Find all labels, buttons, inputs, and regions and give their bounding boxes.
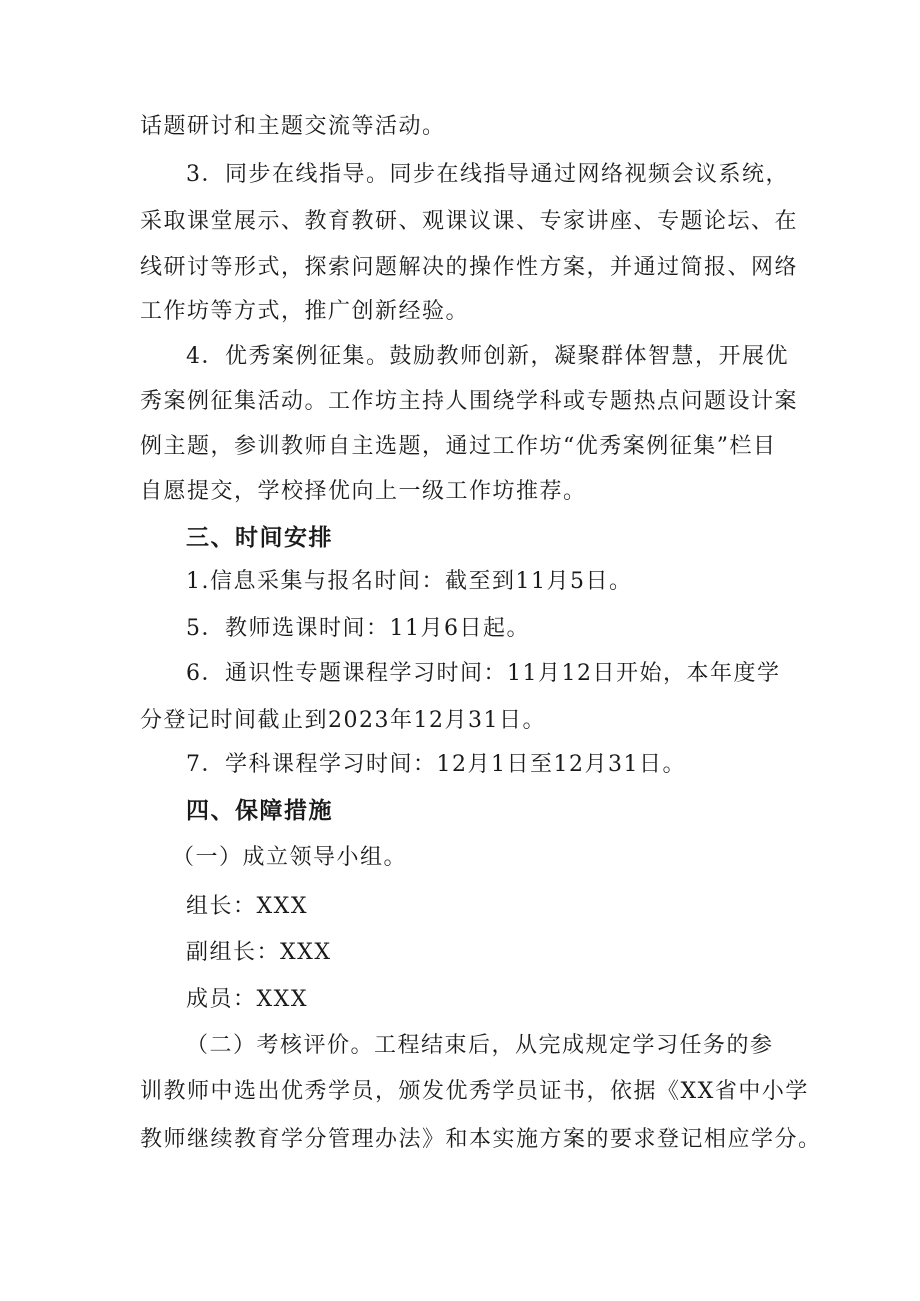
member-line: 成员：XXX bbox=[186, 987, 308, 1012]
paragraph-line: 工作坊等方式，推广创新经验。 bbox=[140, 299, 470, 324]
paragraph-line: 教师继续教育学分管理办法》和本实施方案的要求登记相应学分。 bbox=[140, 1127, 822, 1152]
paragraph-line: 秀案例征集活动。工作坊主持人围绕学科或专题热点问题设计案 bbox=[140, 389, 799, 414]
leader-line: 组长：XXX bbox=[186, 894, 308, 919]
paragraph-line: 线研讨等形式，探索问题解决的操作性方案，并通过简报、网络 bbox=[140, 255, 799, 280]
paragraph-line: 采取课堂展示、教育教研、观课议课、专家讲座、专题论坛、在 bbox=[140, 209, 799, 234]
section-heading: 三、时间安排 bbox=[186, 525, 333, 551]
schedule-item: 1.信息采集与报名时间：截至到11月5日。 bbox=[186, 569, 633, 594]
subsection-title: （一）成立领导小组。 bbox=[172, 845, 408, 870]
paragraph-line: 训教师中选出优秀学员，颁发优秀学员证书，依据《XX省中小学 bbox=[140, 1079, 809, 1104]
paragraph-line: 例主题，参训教师自主选题，通过工作坊“优秀案例征集”栏目 bbox=[140, 434, 777, 459]
schedule-item: 5．教师选课时间：11月6日起。 bbox=[186, 616, 530, 641]
paragraph-line: （二）考核评价。工程结束后，从完成规定学习任务的参 bbox=[186, 1033, 774, 1058]
deputy-line: 副组长：XXX bbox=[186, 940, 332, 965]
schedule-item: 7．学科课程学习时间：12月1日至12月31日。 bbox=[186, 752, 686, 777]
paragraph-line: 4．优秀案例征集。鼓励教师创新，凝聚群体智慧，开展优 bbox=[186, 344, 789, 369]
section-heading: 四、保障措施 bbox=[186, 798, 333, 824]
paragraph-line: 话题研讨和主题交流等活动。 bbox=[140, 114, 446, 139]
schedule-item: 6．通识性专题课程学习时间：11月12日开始，本年度学 bbox=[186, 661, 781, 686]
paragraph-line: 自愿提交，学校择优向上一级工作坊推荐。 bbox=[140, 479, 587, 504]
paragraph-line: 3．同步在线指导。同步在线指导通过网络视频会议系统， bbox=[186, 162, 789, 187]
schedule-item: 分登记时间截止到2023年12月31日。 bbox=[140, 708, 546, 733]
